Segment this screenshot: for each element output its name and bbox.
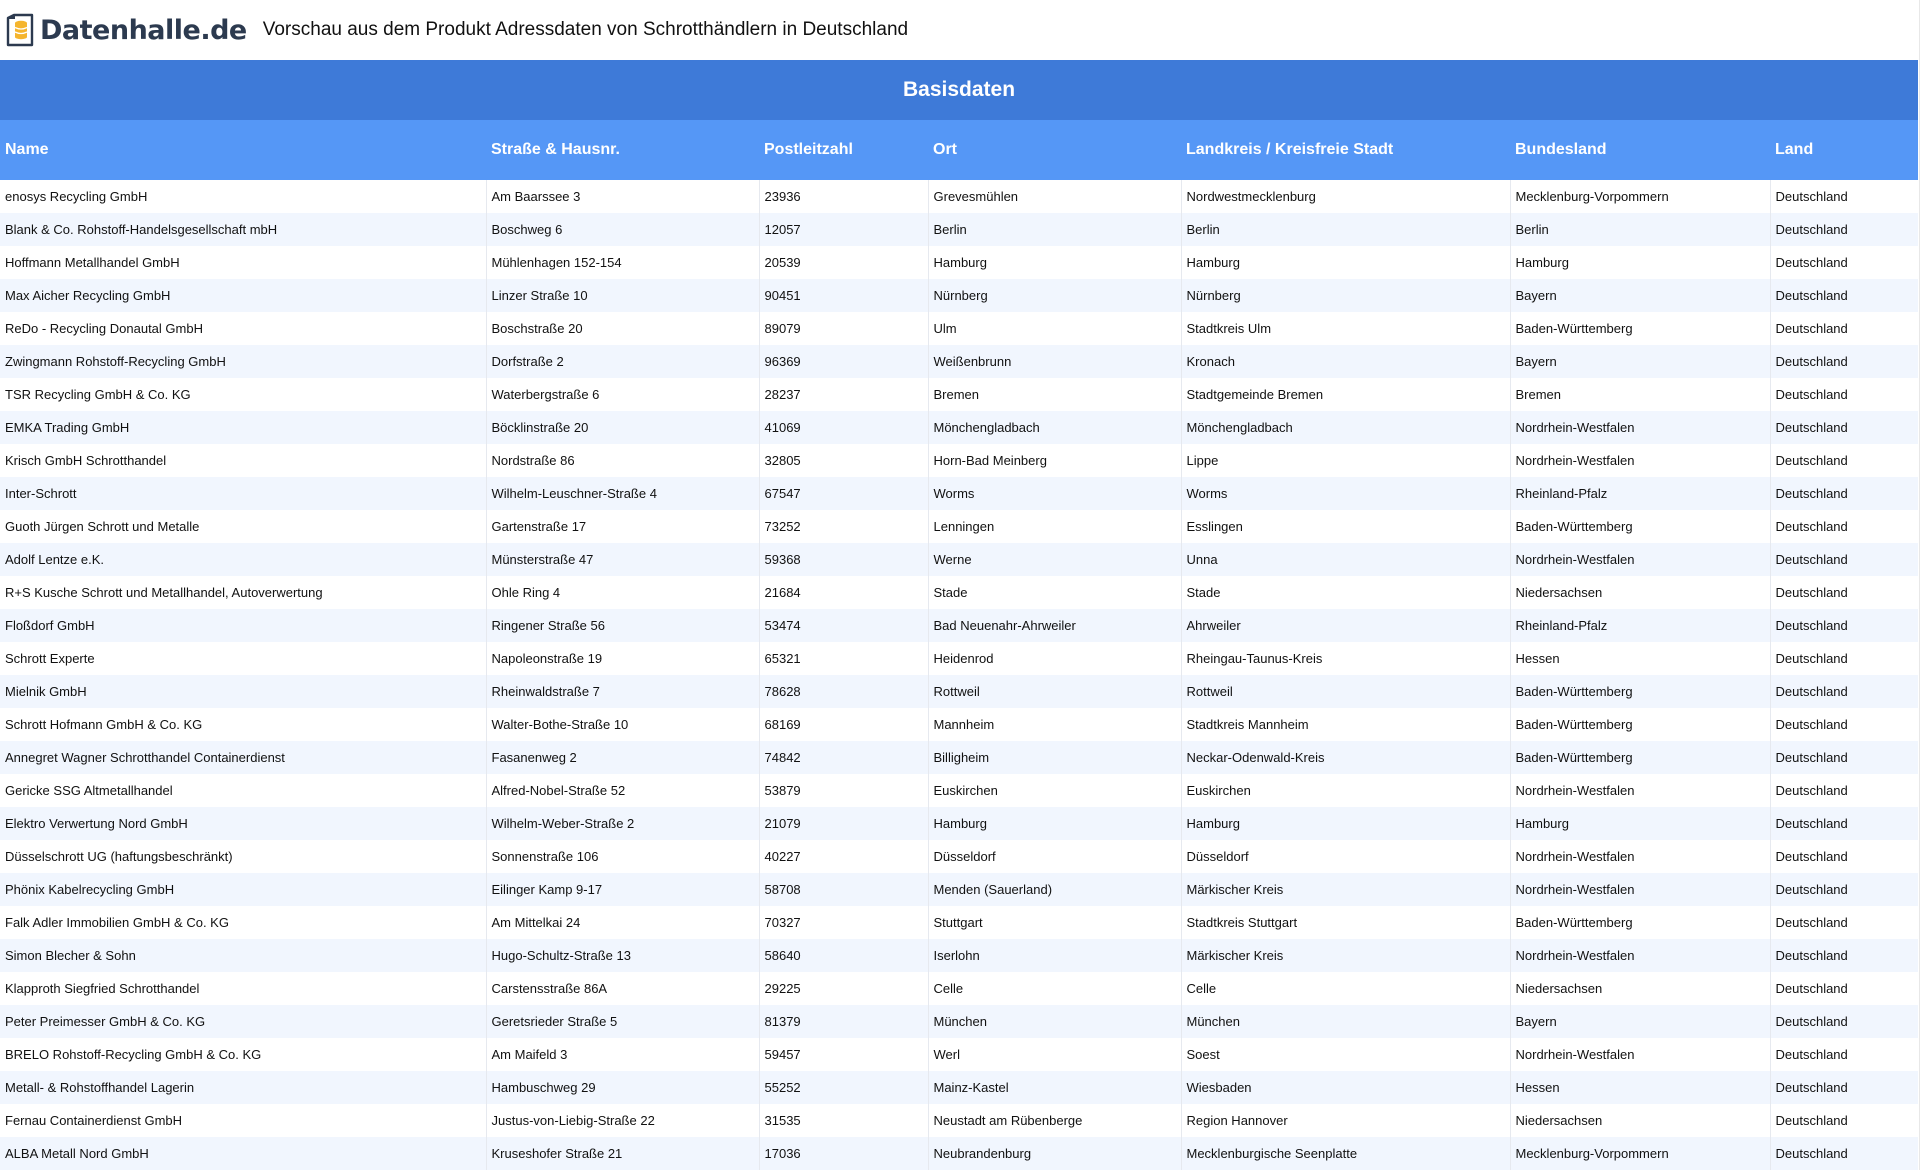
cell-strasse: Justus-von-Liebig-Straße 22 [486, 1104, 759, 1137]
cell-landkreis: Stade [1181, 576, 1510, 609]
cell-land: Deutschland [1770, 609, 1918, 642]
cell-bundesland: Baden-Württemberg [1510, 312, 1770, 345]
cell-ort: Hamburg [928, 807, 1181, 840]
table-row [0, 609, 1918, 642]
data-table [0, 60, 1918, 1170]
cell-plz: 20539 [759, 246, 928, 279]
table-row [0, 1005, 1918, 1038]
table-row [0, 213, 1918, 246]
table-row [0, 411, 1918, 444]
column-header-name[interactable]: Name [0, 120, 486, 180]
cell-ort: Werne [928, 543, 1181, 576]
cell-name: Mielnik GmbH [0, 675, 486, 708]
cell-landkreis: Region Hannover [1181, 1104, 1510, 1137]
cell-name: Zwingmann Rohstoff-Recycling GmbH [0, 345, 486, 378]
cell-strasse: Boschstraße 20 [486, 312, 759, 345]
cell-land: Deutschland [1770, 939, 1918, 972]
cell-name: Adolf Lentze e.K. [0, 543, 486, 576]
cell-bundesland: Nordrhein-Westfalen [1510, 1038, 1770, 1071]
cell-plz: 28237 [759, 378, 928, 411]
cell-landkreis: Stadtkreis Ulm [1181, 312, 1510, 345]
cell-bundesland: Baden-Württemberg [1510, 906, 1770, 939]
cell-strasse: Rheinwaldstraße 7 [486, 675, 759, 708]
cell-land: Deutschland [1770, 675, 1918, 708]
cell-land: Deutschland [1770, 213, 1918, 246]
cell-landkreis: Hamburg [1181, 246, 1510, 279]
cell-name: Metall- & Rohstoffhandel Lagerin [0, 1071, 486, 1104]
cell-strasse: Eilinger Kamp 9-17 [486, 873, 759, 906]
table-row [0, 312, 1918, 345]
cell-strasse: Boschweg 6 [486, 213, 759, 246]
cell-land: Deutschland [1770, 1005, 1918, 1038]
column-header-land[interactable]: Land [1770, 120, 1918, 180]
cell-ort: Euskirchen [928, 774, 1181, 807]
table-body [0, 180, 1918, 1170]
cell-plz: 58708 [759, 873, 928, 906]
cell-name: Max Aicher Recycling GmbH [0, 279, 486, 312]
cell-bundesland: Hessen [1510, 642, 1770, 675]
cell-name: TSR Recycling GmbH & Co. KG [0, 378, 486, 411]
cell-landkreis: Lippe [1181, 444, 1510, 477]
table-row [0, 972, 1918, 1005]
cell-land: Deutschland [1770, 477, 1918, 510]
cell-land: Deutschland [1770, 312, 1918, 345]
cell-landkreis: Ahrweiler [1181, 609, 1510, 642]
cell-plz: 29225 [759, 972, 928, 1005]
cell-landkreis: Celle [1181, 972, 1510, 1005]
cell-bundesland: Rheinland-Pfalz [1510, 609, 1770, 642]
cell-plz: 41069 [759, 411, 928, 444]
cell-plz: 74842 [759, 741, 928, 774]
cell-land: Deutschland [1770, 1071, 1918, 1104]
cell-strasse: Waterbergstraße 6 [486, 378, 759, 411]
cell-ort: Hamburg [928, 246, 1181, 279]
cell-landkreis: Stadtkreis Stuttgart [1181, 906, 1510, 939]
cell-landkreis: Berlin [1181, 213, 1510, 246]
cell-strasse: Wilhelm-Weber-Straße 2 [486, 807, 759, 840]
cell-land: Deutschland [1770, 906, 1918, 939]
cell-bundesland: Nordrhein-Westfalen [1510, 774, 1770, 807]
cell-land: Deutschland [1770, 543, 1918, 576]
cell-ort: Menden (Sauerland) [928, 873, 1181, 906]
cell-plz: 68169 [759, 708, 928, 741]
table-row [0, 246, 1918, 279]
table-row [0, 807, 1918, 840]
cell-bundesland: Bayern [1510, 1005, 1770, 1038]
data-table-container [0, 60, 1918, 1170]
cell-landkreis: Soest [1181, 1038, 1510, 1071]
cell-ort: Düsseldorf [928, 840, 1181, 873]
cell-plz: 55252 [759, 1071, 928, 1104]
cell-name: Schrott Experte [0, 642, 486, 675]
cell-name: Guoth Jürgen Schrott und Metalle [0, 510, 486, 543]
cell-land: Deutschland [1770, 708, 1918, 741]
cell-landkreis: Nürnberg [1181, 279, 1510, 312]
cell-plz: 70327 [759, 906, 928, 939]
cell-strasse: Wilhelm-Leuschner-Straße 4 [486, 477, 759, 510]
cell-landkreis: Worms [1181, 477, 1510, 510]
cell-name: Fernau Containerdienst GmbH [0, 1104, 486, 1137]
table-row [0, 1137, 1918, 1170]
cell-land: Deutschland [1770, 510, 1918, 543]
cell-land: Deutschland [1770, 576, 1918, 609]
cell-bundesland: Nordrhein-Westfalen [1510, 444, 1770, 477]
cell-plz: 73252 [759, 510, 928, 543]
cell-plz: 31535 [759, 1104, 928, 1137]
cell-plz: 23936 [759, 180, 928, 213]
cell-plz: 89079 [759, 312, 928, 345]
cell-bundesland: Hamburg [1510, 246, 1770, 279]
cell-bundesland: Niedersachsen [1510, 576, 1770, 609]
cell-name: ALBA Metall Nord GmbH [0, 1137, 486, 1170]
table-row [0, 378, 1918, 411]
page-header [0, 0, 1920, 60]
cell-plz: 58640 [759, 939, 928, 972]
cell-strasse: Fasanenweg 2 [486, 741, 759, 774]
cell-plz: 21079 [759, 807, 928, 840]
cell-landkreis: Rheingau-Taunus-Kreis [1181, 642, 1510, 675]
cell-bundesland: Nordrhein-Westfalen [1510, 411, 1770, 444]
cell-ort: Stuttgart [928, 906, 1181, 939]
logo[interactable] [4, 13, 247, 47]
cell-bundesland: Baden-Württemberg [1510, 708, 1770, 741]
database-logo-icon [4, 13, 36, 47]
cell-name: Düsselschrott UG (haftungsbeschränkt) [0, 840, 486, 873]
cell-landkreis: Kronach [1181, 345, 1510, 378]
cell-ort: Lenningen [928, 510, 1181, 543]
cell-land: Deutschland [1770, 378, 1918, 411]
cell-plz: 96369 [759, 345, 928, 378]
page-title: Vorschau aus dem Produkt Adressdaten von Schrotthändlern in Deutschland [262, 19, 909, 40]
cell-name: Falk Adler Immobilien GmbH & Co. KG [0, 906, 486, 939]
cell-landkreis: Stadtgemeinde Bremen [1181, 378, 1510, 411]
cell-bundesland: Baden-Württemberg [1510, 510, 1770, 543]
cell-bundesland: Rheinland-Pfalz [1510, 477, 1770, 510]
cell-name: ReDo - Recycling Donautal GmbH [0, 312, 486, 345]
cell-ort: München [928, 1005, 1181, 1038]
cell-land: Deutschland [1770, 741, 1918, 774]
cell-land: Deutschland [1770, 642, 1918, 675]
cell-name: Simon Blecher & Sohn [0, 939, 486, 972]
cell-strasse: Am Baarssee 3 [486, 180, 759, 213]
table-row [0, 345, 1918, 378]
cell-land: Deutschland [1770, 840, 1918, 873]
cell-bundesland: Mecklenburg-Vorpommern [1510, 180, 1770, 213]
cell-plz: 12057 [759, 213, 928, 246]
cell-bundesland: Bayern [1510, 279, 1770, 312]
cell-landkreis: Wiesbaden [1181, 1071, 1510, 1104]
cell-strasse: Walter-Bothe-Straße 10 [486, 708, 759, 741]
cell-landkreis: Esslingen [1181, 510, 1510, 543]
cell-ort: Berlin [928, 213, 1181, 246]
cell-ort: Ulm [928, 312, 1181, 345]
cell-landkreis: Mecklenburgische Seenplatte [1181, 1137, 1510, 1170]
cell-name: Peter Preimesser GmbH & Co. KG [0, 1005, 486, 1038]
cell-ort: Iserlohn [928, 939, 1181, 972]
cell-name: Schrott Hofmann GmbH & Co. KG [0, 708, 486, 741]
logo-text: Datenhalle.de [40, 14, 247, 46]
cell-landkreis: Düsseldorf [1181, 840, 1510, 873]
cell-strasse: Gartenstraße 17 [486, 510, 759, 543]
cell-strasse: Hugo-Schultz-Straße 13 [486, 939, 759, 972]
cell-plz: 53474 [759, 609, 928, 642]
table-row [0, 906, 1918, 939]
cell-strasse: Dorfstraße 2 [486, 345, 759, 378]
cell-strasse: Ohle Ring 4 [486, 576, 759, 609]
cell-ort: Mönchengladbach [928, 411, 1181, 444]
table-row [0, 1104, 1918, 1137]
table-row [0, 1038, 1918, 1071]
cell-name: Krisch GmbH Schrotthandel [0, 444, 486, 477]
cell-plz: 53879 [759, 774, 928, 807]
cell-land: Deutschland [1770, 972, 1918, 1005]
cell-plz: 81379 [759, 1005, 928, 1038]
cell-name: Phönix Kabelrecycling GmbH [0, 873, 486, 906]
cell-bundesland: Nordrhein-Westfalen [1510, 840, 1770, 873]
table-row [0, 180, 1918, 213]
group-header-basisdaten: Basisdaten [0, 60, 1918, 120]
cell-ort: Grevesmühlen [928, 180, 1181, 213]
cell-plz: 17036 [759, 1137, 928, 1170]
cell-land: Deutschland [1770, 774, 1918, 807]
cell-land: Deutschland [1770, 279, 1918, 312]
cell-name: Gericke SSG Altmetallhandel [0, 774, 486, 807]
cell-ort: Neubrandenburg [928, 1137, 1181, 1170]
table-row [0, 741, 1918, 774]
cell-bundesland: Nordrhein-Westfalen [1510, 873, 1770, 906]
cell-bundesland: Hamburg [1510, 807, 1770, 840]
table-row [0, 840, 1918, 873]
table-row [0, 279, 1918, 312]
cell-plz: 40227 [759, 840, 928, 873]
column-header-plz[interactable]: Postleitzahl [759, 120, 928, 180]
cell-name: Floßdorf GmbH [0, 609, 486, 642]
cell-ort: Bad Neuenahr-Ahrweiler [928, 609, 1181, 642]
cell-landkreis: Stadtkreis Mannheim [1181, 708, 1510, 741]
cell-name: Annegret Wagner Schrotthandel Containerdienst [0, 741, 486, 774]
cell-strasse: Am Maifeld 3 [486, 1038, 759, 1071]
cell-landkreis: Unna [1181, 543, 1510, 576]
cell-name: Klapproth Siegfried Schrotthandel [0, 972, 486, 1005]
cell-ort: Billigheim [928, 741, 1181, 774]
table-row [0, 576, 1918, 609]
cell-strasse: Linzer Straße 10 [486, 279, 759, 312]
cell-plz: 65321 [759, 642, 928, 675]
cell-landkreis: München [1181, 1005, 1510, 1038]
cell-landkreis: Hamburg [1181, 807, 1510, 840]
cell-strasse: Böcklinstraße 20 [486, 411, 759, 444]
cell-name: enosys Recycling GmbH [0, 180, 486, 213]
table-row [0, 939, 1918, 972]
cell-bundesland: Niedersachsen [1510, 1104, 1770, 1137]
cell-name: BRELO Rohstoff-Recycling GmbH & Co. KG [0, 1038, 486, 1071]
cell-bundesland: Baden-Württemberg [1510, 741, 1770, 774]
cell-plz: 59368 [759, 543, 928, 576]
cell-landkreis: Rottweil [1181, 675, 1510, 708]
cell-bundesland: Mecklenburg-Vorpommern [1510, 1137, 1770, 1170]
cell-bundesland: Bremen [1510, 378, 1770, 411]
cell-landkreis: Neckar-Odenwald-Kreis [1181, 741, 1510, 774]
cell-plz: 67547 [759, 477, 928, 510]
cell-landkreis: Mönchengladbach [1181, 411, 1510, 444]
cell-strasse: Mühlenhagen 152-154 [486, 246, 759, 279]
cell-land: Deutschland [1770, 1038, 1918, 1071]
cell-plz: 32805 [759, 444, 928, 477]
cell-bundesland: Baden-Württemberg [1510, 675, 1770, 708]
cell-land: Deutschland [1770, 345, 1918, 378]
cell-strasse: Kruseshofer Straße 21 [486, 1137, 759, 1170]
cell-ort: Rottweil [928, 675, 1181, 708]
cell-bundesland: Berlin [1510, 213, 1770, 246]
cell-bundesland: Bayern [1510, 345, 1770, 378]
cell-ort: Bremen [928, 378, 1181, 411]
column-header-bundesland[interactable]: Bundesland [1510, 120, 1770, 180]
table-row [0, 444, 1918, 477]
cell-strasse: Alfred-Nobel-Straße 52 [486, 774, 759, 807]
cell-strasse: Sonnenstraße 106 [486, 840, 759, 873]
cell-landkreis: Märkischer Kreis [1181, 873, 1510, 906]
table-row [0, 510, 1918, 543]
column-header-row [0, 120, 1918, 180]
table-row [0, 873, 1918, 906]
cell-name: Hoffmann Metallhandel GmbH [0, 246, 486, 279]
cell-ort: Stade [928, 576, 1181, 609]
table-row [0, 543, 1918, 576]
cell-ort: Neustadt am Rübenberge [928, 1104, 1181, 1137]
column-header-landkreis[interactable]: Landkreis / Kreisfreie Stadt [1181, 120, 1510, 180]
cell-plz: 90451 [759, 279, 928, 312]
cell-plz: 59457 [759, 1038, 928, 1071]
cell-strasse: Am Mittelkai 24 [486, 906, 759, 939]
cell-strasse: Napoleonstraße 19 [486, 642, 759, 675]
cell-ort: Nürnberg [928, 279, 1181, 312]
cell-plz: 21684 [759, 576, 928, 609]
cell-ort: Celle [928, 972, 1181, 1005]
cell-landkreis: Märkischer Kreis [1181, 939, 1510, 972]
cell-ort: Weißenbrunn [928, 345, 1181, 378]
cell-ort: Werl [928, 1038, 1181, 1071]
table-row [0, 675, 1918, 708]
cell-land: Deutschland [1770, 246, 1918, 279]
table-row [0, 774, 1918, 807]
cell-land: Deutschland [1770, 873, 1918, 906]
cell-name: EMKA Trading GmbH [0, 411, 486, 444]
table-row [0, 1071, 1918, 1104]
cell-name: R+S Kusche Schrott und Metallhandel, Autoverwertung [0, 576, 486, 609]
cell-name: Inter-Schrott [0, 477, 486, 510]
cell-strasse: Ringener Straße 56 [486, 609, 759, 642]
cell-landkreis: Euskirchen [1181, 774, 1510, 807]
cell-land: Deutschland [1770, 411, 1918, 444]
cell-bundesland: Nordrhein-Westfalen [1510, 939, 1770, 972]
cell-land: Deutschland [1770, 1104, 1918, 1137]
cell-land: Deutschland [1770, 1137, 1918, 1170]
cell-ort: Horn-Bad Meinberg [928, 444, 1181, 477]
cell-land: Deutschland [1770, 807, 1918, 840]
table-row [0, 708, 1918, 741]
cell-strasse: Carstensstraße 86A [486, 972, 759, 1005]
cell-ort: Mainz-Kastel [928, 1071, 1181, 1104]
cell-plz: 78628 [759, 675, 928, 708]
cell-name: Blank & Co. Rohstoff-Handelsgesellschaft mbH [0, 213, 486, 246]
column-header-ort[interactable]: Ort [928, 120, 1181, 180]
cell-strasse: Hambuschweg 29 [486, 1071, 759, 1104]
cell-strasse: Münsterstraße 47 [486, 543, 759, 576]
cell-ort: Worms [928, 477, 1181, 510]
cell-ort: Heidenrod [928, 642, 1181, 675]
cell-bundesland: Nordrhein-Westfalen [1510, 543, 1770, 576]
cell-ort: Mannheim [928, 708, 1181, 741]
cell-bundesland: Hessen [1510, 1071, 1770, 1104]
cell-bundesland: Niedersachsen [1510, 972, 1770, 1005]
cell-strasse: Geretsrieder Straße 5 [486, 1005, 759, 1038]
cell-name: Elektro Verwertung Nord GmbH [0, 807, 486, 840]
cell-strasse: Nordstraße 86 [486, 444, 759, 477]
table-row [0, 642, 1918, 675]
cell-land: Deutschland [1770, 444, 1918, 477]
table-row [0, 477, 1918, 510]
column-header-strasse[interactable]: Straße & Hausnr. [486, 120, 759, 180]
cell-landkreis: Nordwestmecklenburg [1181, 180, 1510, 213]
cell-land: Deutschland [1770, 180, 1918, 213]
